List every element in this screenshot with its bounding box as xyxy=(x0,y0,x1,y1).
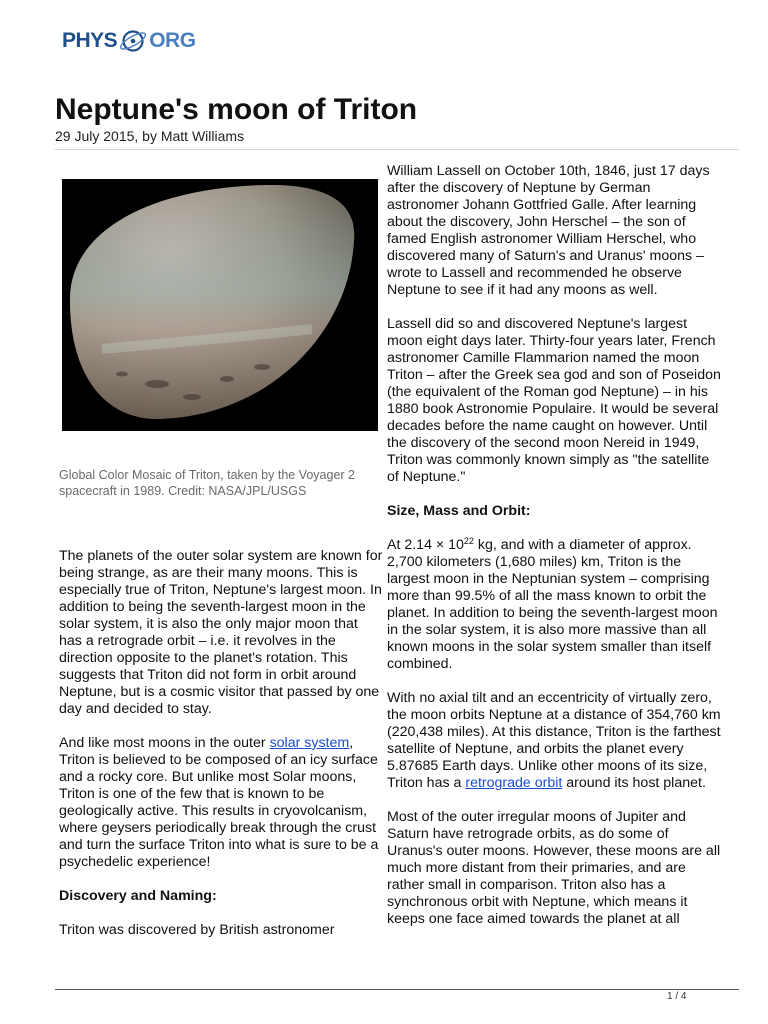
paragraph-with-link: And like most moons in the outer solar system, Triton is believed to be composed of an icy surface and a rocky core. But unlike most Solar moons, Triton is one of the few that is known to be geologically active. This results in cryovolcanism, where geysers periodically break through the crust and turn the surface Triton into what is sure to be a psychedelic experience! xyxy=(59,735,379,870)
header-divider xyxy=(55,149,739,150)
page-number: 1 / 4 xyxy=(667,991,687,1002)
triton-mosaic-image xyxy=(62,179,378,431)
triton-moon-illustration xyxy=(62,179,378,431)
section-heading-size-mass-orbit: Size, Mass and Orbit: xyxy=(387,503,531,519)
section-heading-discovery: Discovery and Naming: xyxy=(59,888,217,904)
exponent: 22 xyxy=(463,536,474,546)
paragraph-mass: At $2.14 \times 10^{22}$ kg, and with a diameter of approx. 2,700 kilometers (1,680 miles) km, Triton is the largest moon in the Neptunian system – comprising more than 99.5% of all the mass known to orbit the planet. In addition to being the seventh-largest moon in the solar system, it is also more massive than all known moons in the solar system smaller than itself combined. xyxy=(387,536,718,672)
paragraph: Most of the outer irregular moons of Jupiter and Saturn have retrograde orbits, as do some of Uranus's outer moons. However, these moons are all much more distant from their primaries, and are rather small in comparison. Triton also has a synchronous orbit with Neptune, which means it keeps one face aimed towards the planet at all xyxy=(387,809,721,927)
paragraph: The planets of the outer solar system are known for being strange, as are their many moons. This is especially true of Triton, Neptune's largest moon. In addition to being the seventh-largest moon in the solar system, it is also the only major moon that has a retrograde orbit – i.e. it revolves in the direction opposite to the planet's rotation. This suggests that Triton did not form in orbit around Neptune, but is a cosmic visitor that passed by one day and decided to stay. xyxy=(59,548,383,717)
paragraph: William Lassell on October 10th, 1846, just 17 days after the discovery of Neptune by German astronomer Johann Gottfried Galle. After learning about the discovery, John Herschel – the son of famed English astronomer William Herschel, who discovered many of Saturn's and Uranus' moons – wrote to Lassell and recommended he observe Neptune to see if it had any moons as well. xyxy=(387,163,710,298)
phys-org-logo xyxy=(62,24,196,58)
left-column xyxy=(59,548,384,956)
paragraph-with-link: With no axial tilt and an eccentricity of virtually zero, the moon orbits Neptune at a distance of 354,760 km (220,438 miles). At this distance, Triton is the farthest satellite of Neptune, and orbits the planet every 5.87685 Earth days. Unlike other moons of its size, Triton has a retrograde orbit around its host planet. xyxy=(387,690,721,791)
solar-system-link[interactable]: solar system xyxy=(269,735,350,751)
logo-text-org: ORG xyxy=(149,29,196,52)
atom-icon xyxy=(118,26,148,56)
right-column xyxy=(387,163,722,945)
article-title: Neptune's moon of Triton xyxy=(55,93,418,126)
paragraph: Lassell did so and discovered Neptune's largest moon eight days later. Thirty-four years later, French astronomer Camille Flammarion named the moon Triton – after the Greek sea god and son of Poseidon (the equivalent of the Roman god Neptune) – in his 1880 book Astronomie Populaire. It would be several decades before the name caught on however. Until the discovery of the second moon Nereid in 1949, Triton was commonly known simply as "the satellite of Neptune." xyxy=(387,316,721,485)
logo-text-phys: PHYS xyxy=(62,29,118,52)
figure-caption: Global Color Mosaic of Triton, taken by the Voyager 2 spacecraft in 1989. Credit: NASA/JPL/USGS xyxy=(59,468,355,498)
article-byline: 29 July 2015, by Matt Williams xyxy=(55,128,245,144)
paragraph: Triton was discovered by British astronomer xyxy=(59,922,335,938)
retrograde-orbit-link[interactable]: retrograde orbit xyxy=(465,775,563,791)
footer-divider xyxy=(55,989,739,990)
